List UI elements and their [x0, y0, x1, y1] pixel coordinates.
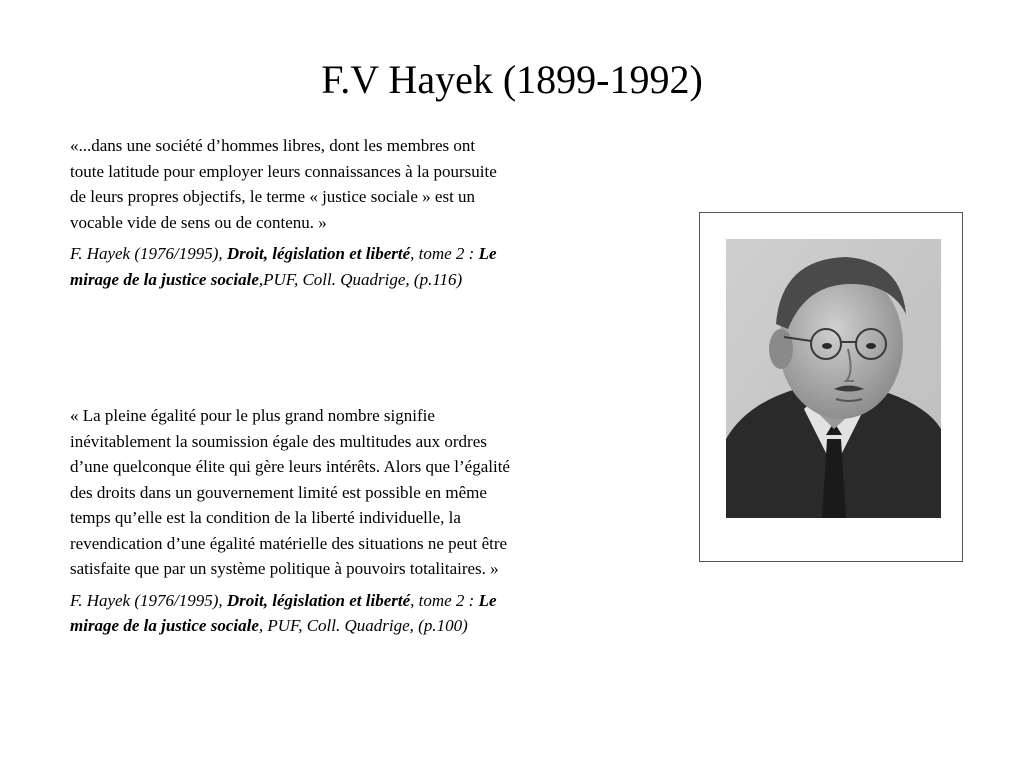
slide-title: F.V Hayek (1899-1992) [321, 57, 703, 102]
citation-subtitle: Le mirage de la justice sociale [70, 244, 497, 289]
quote-citation [70, 241, 510, 292]
citation-work-title: Droit, législation et liberté [226, 590, 411, 610]
portrait-frame [699, 212, 963, 562]
citation-publisher: ,PUF, Coll. Quadrige, (p.116) [258, 269, 463, 289]
citation-volume: , tome 2 : [410, 590, 479, 610]
citation-work-title: Droit, législation et liberté [226, 244, 411, 263]
citation-subtitle: Le mirage de la justice sociale [70, 590, 497, 635]
citation-author: F. Hayek (1976/1995), [70, 244, 227, 263]
quote-block-2 [70, 403, 510, 639]
portrait-icon [726, 239, 941, 518]
quote-text: «...dans une société d’hommes libres, dont les membres ont toute latitude pour employer leurs connaissances à la poursuite de leurs propres objectifs, le terme « justice sociale » est un vocable vide de sens ou de contenu. » [70, 136, 497, 232]
quote-block-1 [70, 133, 510, 292]
citation-author: F. Hayek (1976/1995), [70, 590, 227, 610]
quote-text: « La pleine égalité pour le plus grand nombre signifie inévitablement la soumission égale des multitudes aux ordres d’une quelconque élite qui gère leurs intérêts. Alors que l’égalité des droits dans un gouvernement limité est possible en même temps qu’elle est la condition de la liberté individuelle, la revendication d’une égalité matérielle des situations ne peut être satisfaite que par un système politique à pouvoirs totalitaires. » [70, 406, 510, 578]
citation-volume: , tome 2 : [410, 244, 479, 263]
quote-citation [70, 588, 510, 639]
portrait-photo [726, 239, 941, 518]
citation-publisher: , PUF, Coll. Quadrige, (p.100) [258, 616, 468, 635]
